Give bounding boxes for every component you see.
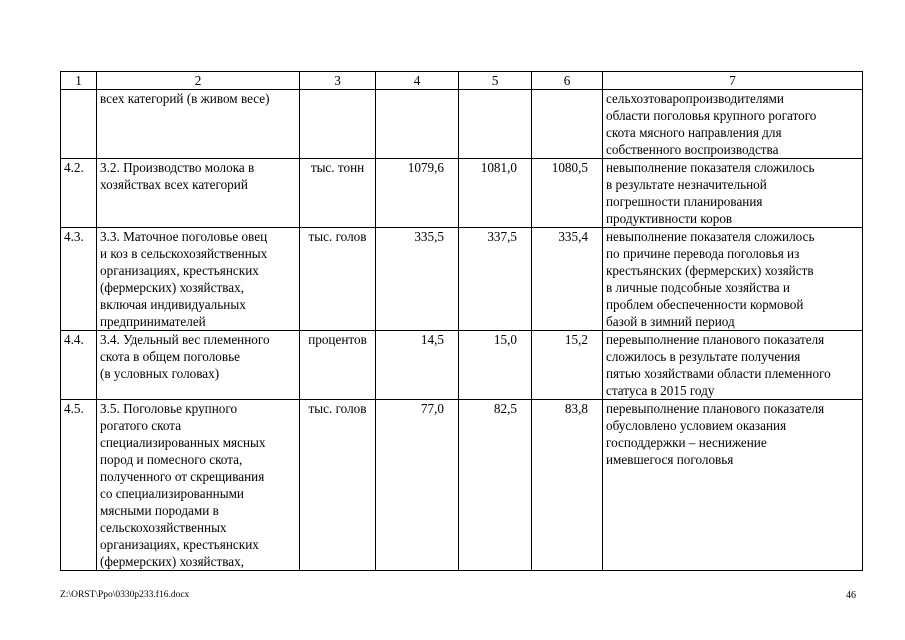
value-col5-cell: 1081,0: [459, 159, 532, 228]
note-cell-line: имевшегося поголовья: [606, 452, 734, 467]
note-cell: [603, 228, 863, 331]
unit-cell: тыс. тонн: [300, 159, 376, 228]
value-col4-cell: 14,5: [376, 331, 459, 400]
indicator-cell-line: пород и помесного скота,: [100, 452, 243, 467]
table-body: [61, 72, 863, 571]
indicator-cell: [97, 90, 300, 159]
header-cell-7: 7: [603, 72, 863, 90]
value-col5-cell: 337,5: [459, 228, 532, 331]
note-cell-line: в результате незначительной: [606, 177, 767, 192]
indicator-cell: [97, 228, 300, 331]
header-cell-5: 5: [459, 72, 532, 90]
table-row: [61, 400, 863, 571]
note-cell-line: в личные подсобные хозяйства и: [606, 280, 790, 295]
note-cell-line: сельхозтоваропроизводителями: [606, 91, 784, 106]
indicator-cell-line: (фермерских) хозяйствах,: [100, 280, 245, 295]
indicator-cell-line: 3.2. Производство молока в: [100, 160, 255, 175]
row-number-cell: 4.2.: [61, 159, 97, 228]
value-col5-cell: 82,5: [459, 400, 532, 571]
data-table: [60, 71, 863, 571]
indicator-cell-line: включая индивидуальных: [100, 297, 246, 312]
note-cell-line: базой в зимний период: [606, 314, 735, 329]
row-number-cell: 4.4.: [61, 331, 97, 400]
note-cell-line: обусловлено условием оказания: [606, 418, 787, 433]
value-col4-cell: 335,5: [376, 228, 459, 331]
note-cell: [603, 159, 863, 228]
indicator-cell-line: сельскохозяйственных: [100, 520, 227, 535]
note-cell-line: невыполнение показателя сложилось: [606, 160, 815, 175]
table-row: [61, 159, 863, 228]
row-number-cell: 4.5.: [61, 400, 97, 571]
indicator-cell-line: скота в общем поголовье: [100, 349, 240, 364]
row-number-cell: [61, 90, 97, 159]
row-number-cell: 4.3.: [61, 228, 97, 331]
note-cell-line: сложилось в результате получения: [606, 349, 801, 364]
unit-cell: [300, 90, 376, 159]
note-cell-line: продуктивности коров: [606, 211, 733, 226]
value-col6-cell: 1080,5: [532, 159, 603, 228]
indicator-cell-line: 3.3. Маточное поголовье овец: [100, 229, 268, 244]
indicator-cell-line: (в условных головах): [100, 366, 220, 381]
indicator-cell-line: хозяйствах всех категорий: [100, 177, 248, 192]
note-cell-line: невыполнение показателя сложилось: [606, 229, 815, 244]
indicator-cell-line: всех категорий (в живом весе): [100, 91, 270, 106]
note-cell: [603, 400, 863, 571]
value-col6-cell: [532, 90, 603, 159]
footer-file-path: Z:\ORST\Ppo\0330p233.f16.docx: [60, 590, 190, 600]
table-header-row: [61, 72, 863, 90]
value-col6-cell: 335,4: [532, 228, 603, 331]
table-row: [61, 331, 863, 400]
indicator-cell-line: (фермерских) хозяйствах,: [100, 554, 245, 569]
indicator-cell-line: организациях, крестьянских: [100, 263, 259, 278]
value-col6-cell: 15,2: [532, 331, 603, 400]
indicator-cell: [97, 331, 300, 400]
note-cell-line: проблем обеспеченности кормовой: [606, 297, 804, 312]
note-cell-line: области поголовья крупного рогатого: [606, 108, 817, 123]
note-cell: [603, 331, 863, 400]
indicator-cell-line: предпринимателей: [100, 314, 206, 329]
note-cell-line: по причине перевода поголовья из: [606, 246, 800, 261]
table-row: [61, 228, 863, 331]
unit-cell: тыс. голов: [300, 228, 376, 331]
table-row: [61, 90, 863, 159]
footer-page-number: 46: [846, 590, 856, 601]
indicator-cell-line: мясными породами в: [100, 503, 219, 518]
note-cell-line: перевыполнение планового показателя: [606, 401, 825, 416]
unit-cell: процентов: [300, 331, 376, 400]
header-cell-1: 1: [61, 72, 97, 90]
indicator-cell-line: специализированных мясных: [100, 435, 266, 450]
value-col4-cell: 77,0: [376, 400, 459, 571]
header-cell-4: 4: [376, 72, 459, 90]
value-col4-cell: 1079,6: [376, 159, 459, 228]
note-cell-line: погрешности планирования: [606, 194, 763, 209]
value-col5-cell: 15,0: [459, 331, 532, 400]
value-col6-cell: 83,8: [532, 400, 603, 571]
indicator-cell-line: со специализированными: [100, 486, 244, 501]
value-col4-cell: [376, 90, 459, 159]
header-cell-2: 2: [97, 72, 300, 90]
indicator-cell-line: организациях, крестьянских: [100, 537, 259, 552]
note-cell-line: скота мясного направления для: [606, 125, 782, 140]
note-cell-line: господдержки – неснижение: [606, 435, 767, 450]
note-cell-line: пятью хозяйствами области племенного: [606, 366, 831, 381]
indicator-cell-line: рогатого скота: [100, 418, 182, 433]
note-cell-line: перевыполнение планового показателя: [606, 332, 825, 347]
header-cell-6: 6: [532, 72, 603, 90]
note-cell-line: крестьянских (фермерских) хозяйств: [606, 263, 814, 278]
header-cell-3: 3: [300, 72, 376, 90]
indicator-cell: [97, 159, 300, 228]
note-cell-line: статуса в 2015 году: [606, 383, 715, 398]
indicator-cell-line: и коз в сельскохозяйственных: [100, 246, 268, 261]
indicator-cell: [97, 400, 300, 571]
indicator-cell-line: 3.5. Поголовье крупного: [100, 401, 238, 416]
value-col5-cell: [459, 90, 532, 159]
indicator-cell-line: полученного от скрещивания: [100, 469, 265, 484]
indicator-cell-line: 3.4. Удельный вес племенного: [100, 332, 270, 347]
unit-cell: тыс. голов: [300, 400, 376, 571]
note-cell: [603, 90, 863, 159]
note-cell-line: собственного воспроизводства: [606, 142, 779, 157]
